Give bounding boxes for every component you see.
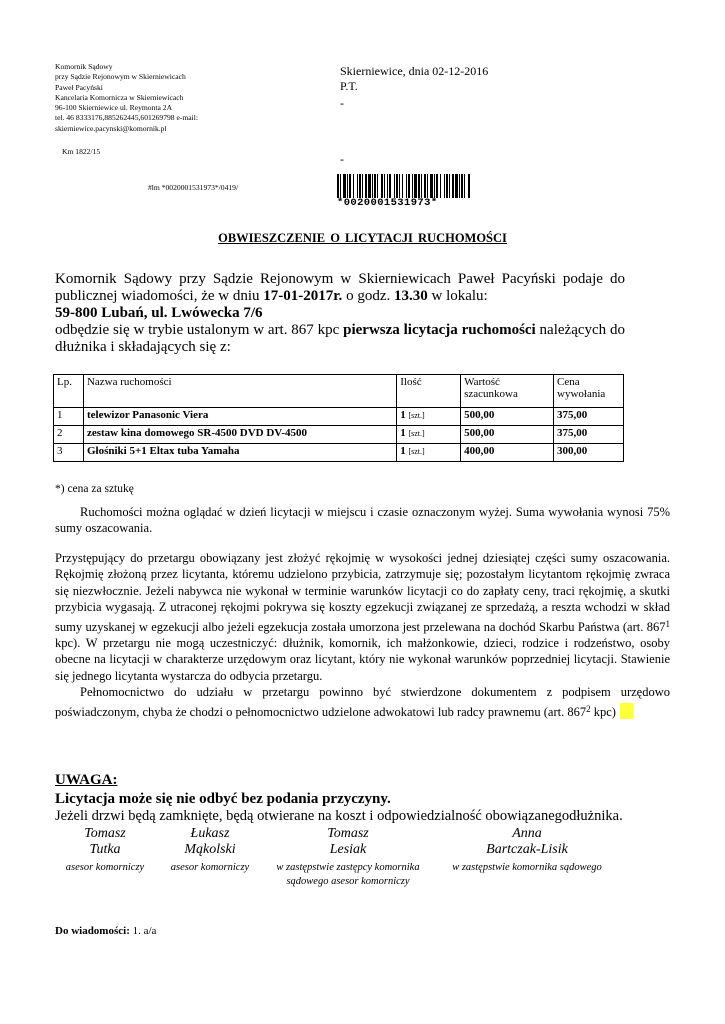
barcode-bars [337,174,471,198]
cell-name [83,408,396,426]
auction-date: 17-01-2017r. [263,288,343,304]
header-price-line: wywołania [557,388,606,400]
intro-text: Komornik Sądowy przy Sądzie Rejonowym w Skierniewicach Paweł Pacyński podaje do publicznej wiadomości, że w dniu [55,271,625,304]
distribution-value: 1. a/a [129,925,157,937]
place-date-block [340,64,488,93]
intro-text: o godz. [342,288,394,304]
signature-first-name: Tomasz [327,826,369,841]
cell-qty [397,444,461,462]
sender-line: Paweł Pacyński [55,82,103,92]
price-note: *) cena za sztukę [55,483,134,495]
signature-role: asesor komorniczy [65,862,145,873]
signature [262,826,434,889]
cell-price [554,444,624,462]
sender-email: skierniewice.pacynski@komornik.pl [55,123,167,133]
signature-role: asesor komorniczy [170,862,250,873]
item-price: 300,00 [557,445,588,457]
signature [434,826,620,875]
item-unit: [szt.] [408,429,425,438]
intro-text: odbędzie się w trybie ustalonym w art. 867 kpc [55,322,344,338]
warning-heading: UWAGA: [55,772,118,788]
sender-line: tel. 46 8333176,885262445,601269798 e-mail: [55,113,199,123]
case-number: Km 1822/15 [62,147,101,156]
auction-time: 13.30 [393,288,428,304]
header-value-line: szacunkowa [464,388,518,400]
signature-last-name: Bartczak-Lisik [486,842,568,857]
signature-first-name: Tomasz [84,826,126,841]
recipient-dash: - [340,96,344,110]
barcode-id-line: #lm *0020001531973*/0419/ [148,183,239,192]
item-price: 375,00 [557,427,588,439]
intro-paragraph [55,271,625,305]
cell-lp: 3 [54,444,84,462]
sender-address [55,62,285,134]
item-name: telewizor Panasonic Viera [86,409,209,421]
sender-line: 96-100 Skierniewice ul. Reymonta 2A [55,103,173,113]
sender-line: Kancelaria Komornicza w Skierniewicach [55,92,184,102]
header-value [461,375,554,408]
item-value: 500,00 [464,409,495,421]
header-name: Nazwa ruchomości [83,375,396,408]
intro-text: należących do dłużnika i składających się z: [55,322,625,355]
cell-lp: 1 [54,408,84,426]
intro-paragraph [55,322,625,356]
signature [52,826,158,875]
cell-value [461,444,554,462]
item-unit: [szt.] [408,447,425,456]
intro [55,271,625,356]
cell-value [461,408,554,426]
auction-location-line [55,305,625,322]
barcode-bar [468,174,470,198]
signature-last-name: Tutka [89,842,121,857]
cell-qty [397,426,461,444]
barcode-text: *0020001531973* [337,197,438,209]
sender-line: przy Sądzie Rejonowym w Skierniewicach [55,72,186,82]
auction-location: 59-800 Lubań, ul. Lwówecka 7/6 [55,305,263,321]
table-row [54,408,624,426]
intro-text: w lokalu: [427,288,488,304]
article-superscript: 1 [665,618,670,629]
place-date: Skierniewice, dnia 02-12-2016 [340,64,489,78]
barcode [337,174,471,208]
proxy-text: Pełnomocnictwo do udziału w przetargu powinno być stwierdzone dokumentem z podpisem urzędowo poświadczonym, chyba że chodzi o pełnomocnictwo udzielone adwokatowi lub radcy prawnemu (art. 867 [55,685,670,719]
highlight-mark [620,703,633,719]
item-price: 375,00 [557,409,588,421]
article-superscript: 2 [586,703,591,714]
warning-line: Licytacja może się nie odbyć bez podania przyczyny. [55,791,391,807]
table-row [54,426,624,444]
cell-lp: 2 [54,426,84,444]
item-qty: 1 [400,409,406,421]
inspection-section [55,504,670,537]
page-title: OBWIESZCZENIE O LICYTACJI RUCHOMOŚCI [218,231,507,245]
recipient: P.T. [340,78,358,93]
deposit-section [55,550,670,720]
item-qty: 1 [400,427,406,439]
deposit-paragraph [55,550,670,684]
distribution-label: Do wiadomości: [55,925,130,937]
signature-first-name: Anna [512,826,542,841]
item-unit: [szt.] [408,411,425,420]
proxy-paragraph [55,684,670,720]
items-table [53,374,624,462]
item-name: Głośniki 5+1 Eltax tuba Yamaha [86,445,240,457]
table-header-row [54,375,624,408]
signature-first-name: Łukasz [190,826,230,841]
item-qty: 1 [400,445,406,457]
auction-type: pierwsza licytacja ruchomości [343,322,536,338]
cell-value [461,426,554,444]
header-price [554,375,624,408]
signature-role: w zastępstwie komornika sądowego [452,862,602,873]
item-value: 500,00 [464,427,495,439]
item-name: zestaw kina domowego SR-4500 DVD DV-4500 [86,427,308,439]
signature [158,826,262,875]
cell-name [83,444,396,462]
header-value-line: Wartość [464,376,500,388]
cell-price [554,408,624,426]
header-qty: Ilość [397,375,461,408]
signature-role: w zastępstwie zastępcy komornika sądowego asesor komorniczy [276,862,420,887]
item-value: 400,00 [464,445,495,457]
recipient-dash: - [340,152,344,166]
inspection-paragraph: Ruchomości można oglądać w dzień licytacji w miejscu i czasie oznaczonym wyżej. Suma wywołania wynosi 75% sumy oszacowania. [55,505,670,536]
header-price-line: Cena [557,376,580,388]
distribution-note [55,925,156,937]
cell-price [554,426,624,444]
cell-name [83,426,396,444]
header-lp: Lp. [54,375,84,408]
table-row [54,444,624,462]
proxy-text: kpc) [590,704,616,719]
signature-last-name: Mąkolski [184,842,236,857]
sender-line: Komornik Sądowy [55,62,113,71]
deposit-text: Przystępujący do przetargu obowiązany jest złożyć rękojmię w wysokości jednej dziesiątej części sumy oszacowania. Rękojmię złożoną przez licytanta, któremu udzielono przybicia, zatrzymuje się; pozostałym licytantom rękojmię zwraca się niezwłocznie. Jeżeli nabywca nie wykonał w terminie warunków licytacji co do zapłaty ceny, traci rękojmię, a skutki przybicia wygasają. Z utraconej rękojmi pokrywa się koszty egzekucji związanej ze sprzedażą, a reszta wchodzi w skład sumy uzyskanej w egzekucji albo jeżeli egzekucja została umorzona jest przelewana na dochód Skarbu Państwa (art. 867 [55,551,670,634]
cell-qty [397,408,461,426]
warning-line: Jeżeli drzwi będą zamknięte, będą otwierane na koszt i odpowiedzialność obowiązanegodłużnika. [55,808,623,824]
deposit-text: kpc). W przetargu nie mogą uczestniczyć: dłużnik, komornik, ich małżonkowie, dzieci, rodzice i rodzeństwo, osoby obecne na licytacji w charakterze urzędowym oraz licytant, który nie wykonał warunków poprzedniej licytacji. Stawienie się jednego licytanta wystarcza do odbycia przetargu. [55,636,670,683]
signature-last-name: Lesiak [329,842,367,857]
